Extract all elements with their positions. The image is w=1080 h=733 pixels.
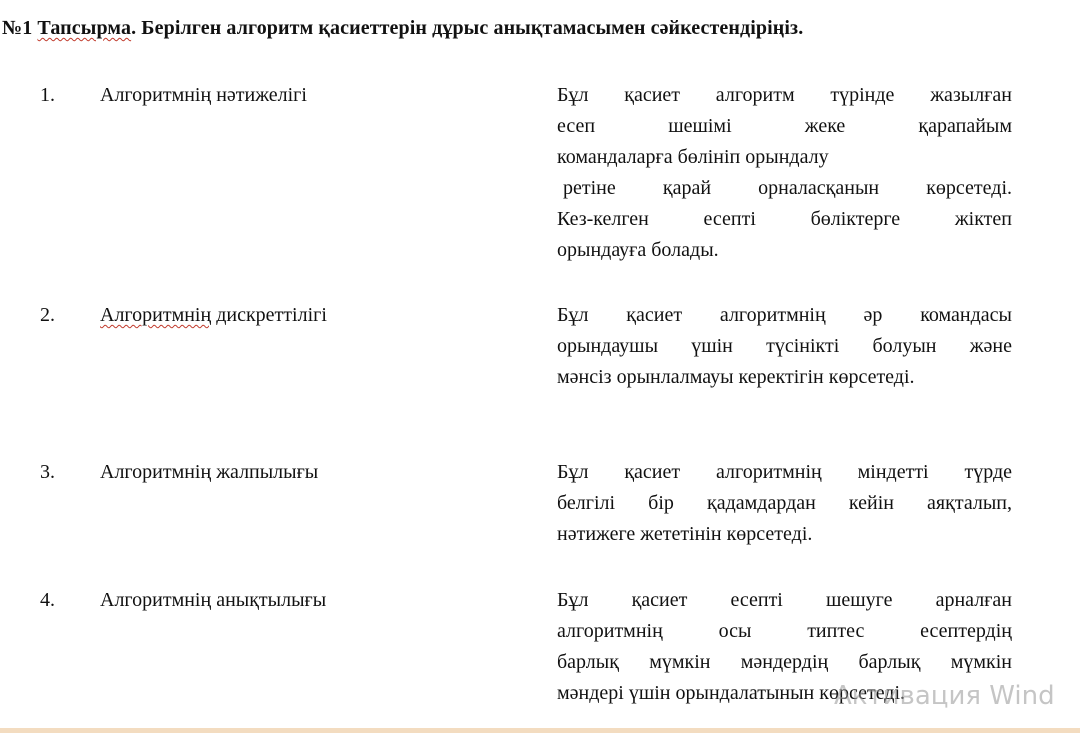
definition-line: ретіне қарай орналасқанын көрсетеді. xyxy=(563,177,1012,199)
definition-line: мәнсіз орынлалмауы керектігін көрсетеді. xyxy=(557,366,915,388)
property-term xyxy=(100,300,327,331)
term-squiggle-word: Алгоритмнің xyxy=(100,304,212,326)
item-number: 4. xyxy=(40,589,55,611)
definition-line: орындаушы үшін түсінікті болуын және xyxy=(557,335,1012,357)
property-definition xyxy=(557,300,1012,393)
item-number: 2. xyxy=(40,304,55,326)
definition-line: алгоритмнің осы типтес есептердің xyxy=(557,620,1012,642)
definition-line: белгілі бір қадамдардан кейін аяқталып, xyxy=(557,492,1012,514)
item-number: 3. xyxy=(40,461,55,483)
task-title xyxy=(2,17,803,40)
item-number: 1. xyxy=(40,84,55,106)
definition-line: Бұл қасиет есепті шешуге арналған xyxy=(557,589,1012,611)
property-term: Алгоритмнің нәтижелігі xyxy=(100,84,307,106)
definition-line: Бұл қасиет алгоритмнің міндетті түрде xyxy=(557,461,1012,483)
definition-line: мәндері үшін орындалатынын көрсетеді. xyxy=(557,682,906,704)
title-text: . Берілген алгоритм қасиеттерін дұрыс анықтамасымен сәйкестендіріңіз. xyxy=(131,17,804,39)
definition-line: орындауға болады. xyxy=(557,239,719,261)
definition-line: Бұл қасиет алгоритм түрінде жазылған xyxy=(557,84,1012,106)
title-task-word: Тапсырма xyxy=(37,17,132,39)
definition-line: Кез-келген есепті бөліктерге жіктеп xyxy=(557,208,1012,230)
property-term: Алгоритмнің жалпылығы xyxy=(100,461,319,483)
property-definition xyxy=(557,585,1012,709)
definition-line: нәтижеге жететінін көрсетеді. xyxy=(557,523,813,545)
activation-watermark: Активация Wind xyxy=(834,681,1055,711)
term-rest: дискреттілігі xyxy=(211,304,327,326)
bottom-border-strip xyxy=(0,728,1080,733)
definition-line: барлық мүмкін мәндердің барлық мүмкін xyxy=(557,651,1012,673)
definition-line: Бұл қасиет алгоритмнің әр командасы xyxy=(557,304,1012,326)
property-term: Алгоритмнің анықтылығы xyxy=(100,589,327,611)
definition-line: есеп шешімі жеке қарапайым xyxy=(557,115,1012,137)
property-definition xyxy=(557,457,1012,550)
title-prefix: №1 xyxy=(2,17,38,39)
property-definition xyxy=(557,80,1012,266)
definition-line: командаларға бөлініп орындалу xyxy=(557,146,829,168)
